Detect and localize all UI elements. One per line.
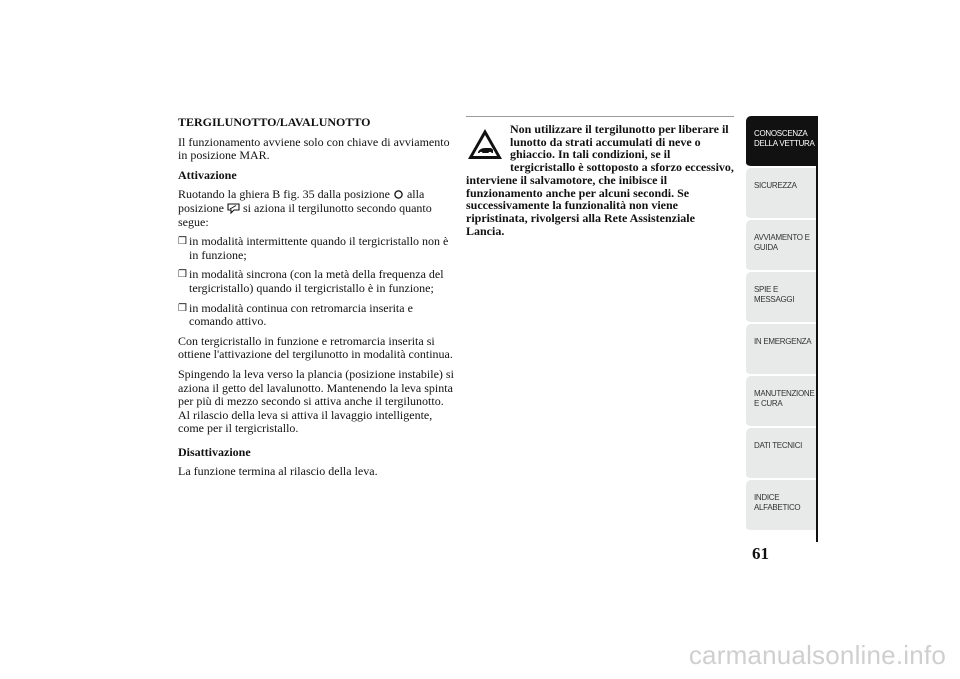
push-lever-paragraph: Spingendo la leva verso la plancia (posizione instabile) si aziona il getto del lavalunotto. Mantenendo la leva spinta per più di mezzo secondo si attiva anche il tergilunotto. Al rilascio della leva si attiva il lavaggio intelligente, come per il tergicristallo. <box>178 366 454 436</box>
rear-wiper-on-icon <box>227 203 240 214</box>
list-item-text: in modalità sincrona (con la metà della frequenza del tergicristallo) quando il tergicristallo è in funzione; <box>189 267 444 295</box>
activation-paragraph <box>178 188 458 229</box>
activation-heading: Attivazione <box>178 167 237 182</box>
warning-text: Non utilizzare il tergilunotto per liberare il lunotto da strati accumulati di neve o ghiaccio. In tali condizioni, se il tergicristallo è sottoposto a sforzo eccessivo, interviene il salvamotore, che inibisce il funzionamento anche per alcuni secondi. Se successivamente la funzionalità non viene ripristinata, rivolgersi alla Rete Assistenziale Lancia. <box>466 122 734 238</box>
main-text-column <box>178 116 458 485</box>
list-item <box>178 302 458 329</box>
chapter-index-sidebar <box>746 116 818 532</box>
bullet-glyph: ❒ <box>178 302 187 314</box>
list-item-text: in modalità intermittente quando il tergicristallo non è in funzione; <box>189 234 449 262</box>
tab-manutenzione-e-cura[interactable]: MANUTENZIONE E CURA <box>746 376 818 428</box>
sidebar-divider <box>816 116 818 542</box>
tab-in-emergenza[interactable]: IN EMERGENZA <box>746 324 818 376</box>
list-item <box>178 235 458 262</box>
list-item <box>178 268 458 295</box>
reverse-paragraph: Con tergicristallo in funzione e retromarcia inserita si ottiene l'attivazione del tergilunotto in modalità continua. <box>178 333 453 362</box>
bullet-glyph: ❒ <box>178 236 187 248</box>
deactivation-heading: Disattivazione <box>178 444 251 459</box>
warning-triangle-icon <box>466 126 504 162</box>
intro-paragraph: Il funzionamento avviene solo con chiave di avviamento in posizione MAR. <box>178 134 450 163</box>
warning-box <box>466 116 734 237</box>
page-number: 61 <box>752 544 769 563</box>
rear-wiper-off-icon <box>393 189 404 200</box>
tab-dati-tecnici[interactable]: DATI TECNICI <box>746 428 818 480</box>
deactivation-paragraph: La funzione termina al rilascio della leva. <box>178 464 378 479</box>
section-title: TERGILUNOTTO/LAVALUNOTTO <box>178 115 371 129</box>
activation-text-3: si aziona il tergilunotto secondo quanto segue: <box>178 200 432 229</box>
tab-conoscenza-della-vettura[interactable]: CONOSCENZA DELLA VETTURA <box>746 116 818 168</box>
bullet-glyph: ❒ <box>178 269 187 281</box>
tab-indice-alfabetico[interactable]: INDICE ALFABETICO <box>746 480 818 532</box>
tab-sicurezza[interactable]: SICUREZZA <box>746 168 818 220</box>
tab-spie-e-messaggi[interactable]: SPIE E MESSAGGI <box>746 272 818 324</box>
activation-text-1: Ruotando la ghiera B fig. 35 dalla posizione <box>178 187 390 202</box>
tab-avviamento-e-guida[interactable]: AVVIAMENTO E GUIDA <box>746 220 818 272</box>
activation-text-2: alla posizione <box>178 187 425 215</box>
list-item-text: in modalità continua con retromarcia inserita e comando attivo. <box>189 300 413 329</box>
watermark: carmanualsonline.info <box>688 640 946 670</box>
